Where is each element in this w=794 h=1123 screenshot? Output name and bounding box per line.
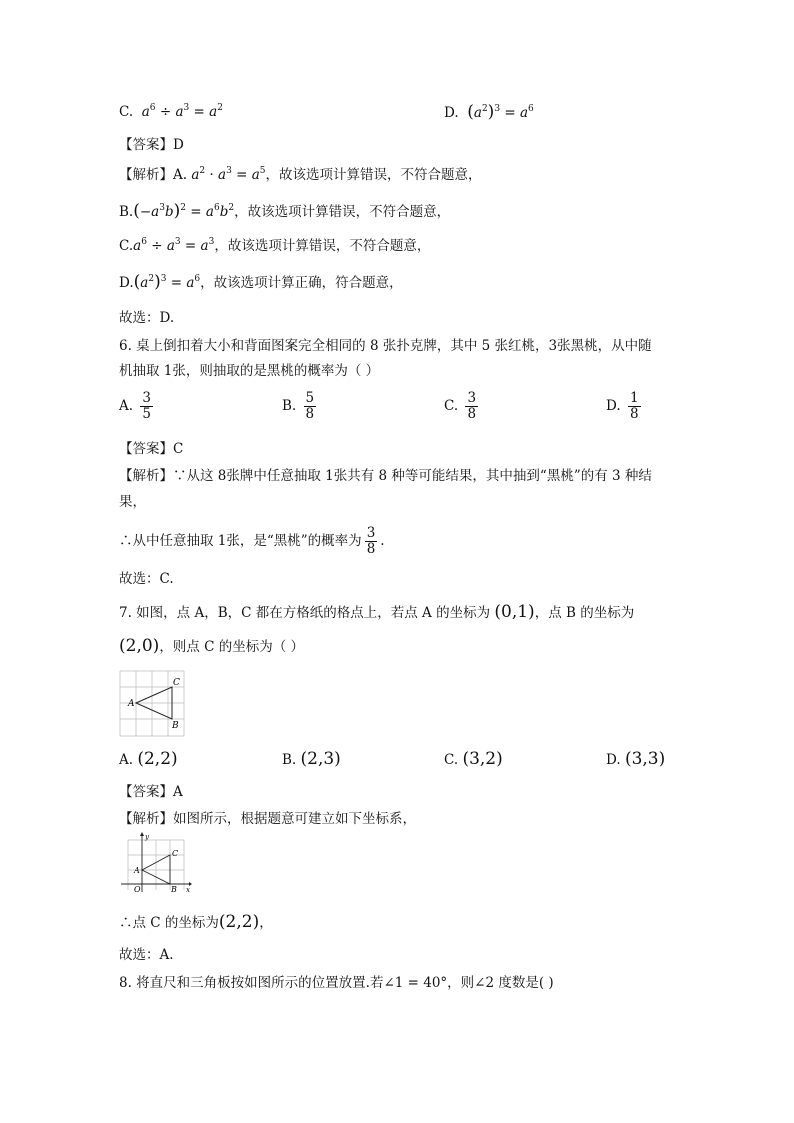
q5-analysis-b: $B.(-a^3b)^2 = a^6b^2$，故该选项计算错误，不符合题意， — [119, 201, 451, 221]
q6-analysis-line2: 果， — [119, 494, 146, 510]
q5-analysis-a: 【解析】A. $a^2 \cdot a^3 = a^5$，故该选项计算错误，不符合题意， — [119, 166, 482, 183]
q5-option-c-formula: $a^6 \div a^3 = a^2$ — [141, 103, 223, 120]
q6-option-a-fraction: $\frac{3}{5}$ — [142, 390, 151, 422]
q7-analysis: 【解析】如图所示，根据题意可建立如下坐标系， — [119, 811, 416, 827]
q6-option-d-fraction: $\frac{1}{8}$ — [629, 390, 639, 422]
q7-option-d: D. (3,3) — [606, 749, 666, 769]
q6-option-c: C. $\frac{3}{8}$ — [444, 390, 477, 422]
q7-coordinate-figure — [119, 832, 193, 896]
q5-option-c: C. $a^6 \div a^3 = a^2$ — [119, 103, 223, 120]
q7-coord-label-o: O — [134, 885, 141, 894]
q5-analysis-c: $C.a^6 \div a^3 = a^3$，故该选项计算错误，不符合题意， — [119, 237, 431, 254]
q7-coord-label-y: y — [145, 833, 149, 841]
q7-stem-line1: 7. 如图，点 A，B，C 都在方格纸的格点上，若点 A 的坐标为 (0,1)，点 B 的坐标为 — [119, 602, 635, 622]
q7-option-c: C. (3,2) — [444, 749, 503, 769]
q6-option-d: D. $\frac{1}{8}$ — [606, 390, 639, 422]
q7-coord-label-x: x — [186, 886, 190, 894]
q7-point-a-coord: (0,1) — [494, 602, 535, 622]
q7-coord-label-b: B — [171, 885, 177, 894]
q7-point-b-coord: (2,0) — [119, 636, 160, 656]
q7-coordinate-grid — [128, 840, 184, 890]
q6-stem-line2: 机抽取 1张，则抽取的是黑桃的概率为（ ） — [119, 363, 380, 379]
q5-d-formula: $(a^2)^3 = a^6$ — [133, 272, 201, 292]
q7-conclusion: 故选：A. — [119, 947, 174, 963]
q7-grid-figure — [119, 670, 191, 738]
q5-a-formula: $a^2 \cdot a^3 = a^5$ — [191, 166, 266, 183]
q7-label-c: C — [173, 678, 180, 688]
q7-label-a: A — [128, 699, 135, 709]
q7-result: ∴点 C 的坐标为(2,2)， — [119, 912, 273, 932]
q6-analysis-line3: ∴从中任意抽取 1张，是“黑桃”的概率为 $\frac{3}{8}$ . — [119, 525, 385, 557]
q7-coord-label-a: A — [134, 866, 140, 875]
q5-option-d: D. $(a^2)^3 = a^6$ — [444, 102, 534, 122]
q5-conclusion: 故选：D. — [119, 310, 175, 326]
q6-option-b-fraction: $\frac{5}{8}$ — [305, 390, 315, 422]
q7-y-axis-arrow-icon — [140, 832, 144, 836]
q7-stem-line2: (2,0)，则点 C 的坐标为（ ） — [119, 636, 305, 656]
q7-option-b: B. (2,3) — [282, 749, 341, 769]
q5-answer: 【答案】D — [119, 137, 184, 153]
q5-c-formula: $a^6 \div a^3 = a^3$ — [133, 237, 215, 254]
q5-b-formula: $(-a^3b)^2 = a^6b^2$ — [133, 201, 235, 221]
q5-analysis-d: $D.(a^2)^3 = a^6$，故该选项计算正确，符合题意， — [119, 272, 403, 292]
q5-option-d-formula: $(a^2)^3 = a^6$ — [467, 102, 534, 122]
q8-stem: 8. 将直尺和三角板按如图所示的位置放置.若∠1 = 40°，则∠2 度数是( ) — [119, 975, 554, 991]
q6-option-a: A. $\frac{3}{5}$ — [119, 390, 151, 422]
q6-analysis-line1: 【解析】∵从这 8张牌中任意抽取 1张共有 8 种等可能结果，其中抽到“黑桃”的有 3 种结 — [119, 468, 652, 484]
q7-answer: 【答案】A — [119, 784, 183, 800]
q6-conclusion: 故选：C. — [119, 571, 174, 587]
q6-answer: 【答案】C — [119, 441, 184, 457]
q6-analysis-fraction: $\frac{3}{8}$ — [366, 525, 376, 557]
q6-stem-line1: 6. 桌上倒扣着大小和背面图案完全相同的 8 张扑克牌，其中 5 张红桃，3张黑桃，从中随 — [119, 338, 652, 354]
q7-label-b: B — [172, 721, 179, 731]
q7-coord-label-c: C — [172, 849, 179, 858]
q7-option-a: A. (2,2) — [119, 749, 178, 769]
q6-option-c-fraction: $\frac{3}{8}$ — [467, 390, 477, 422]
q6-option-b: B. $\frac{5}{8}$ — [282, 390, 315, 422]
